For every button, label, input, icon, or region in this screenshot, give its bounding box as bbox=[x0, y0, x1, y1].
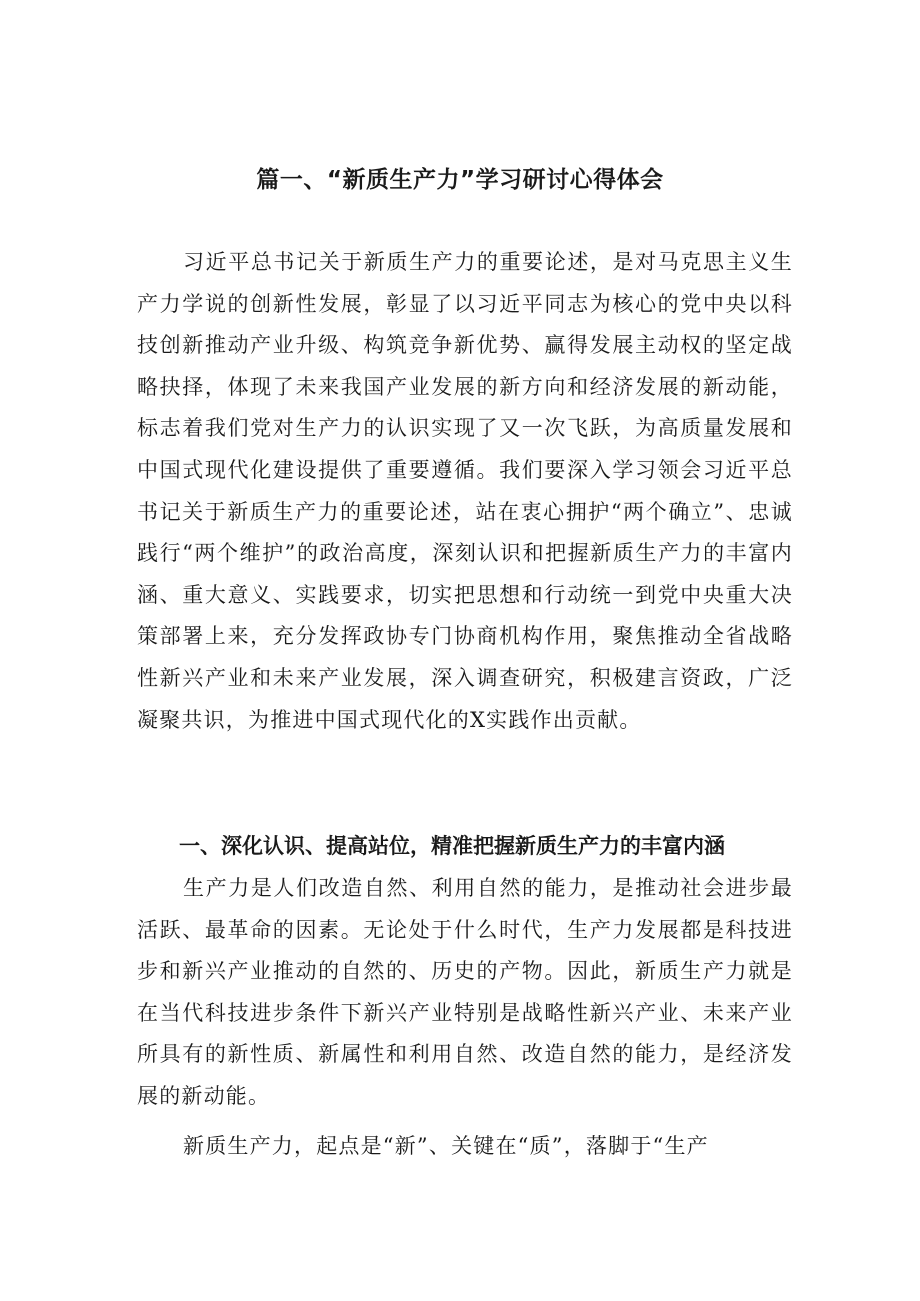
section-heading: 一、深化认识、提高站位，精准把握新质生产力的丰富内涵 bbox=[179, 834, 725, 858]
section-paragraph-1: 生产力是人们改造自然、利用自然的能力，是推动社会进步最活跃、最革命的因素。无论处于什么时代，生产力发展都是科技进步和新兴产业推动的自然的、历史的产物。因此，新质生产力就是在当代科技进步条件下新兴产业特别是战略性新兴产业、未来产业所具有的新性质、新属性和利用自然、改造自然的能力，是经济发展的新动能。 bbox=[137, 876, 793, 1108]
intro-paragraph: 习近平总书记关于新质生产力的重要论述，是对马克思主义生产力学说的创新性发展，彰显了以习近平同志为核心的党中央以科技创新推动产业升级、构筑竞争新优势、赢得发展主动权的坚定战略抉择，体现了未来我国产业发展的新方向和经济发展的新动能，标志着我们党对生产力的认识实现了又一次飞跃，为高质量发展和中国式现代化建设提供了重要遵循。我们要深入学习领会习近平总书记关于新质生产力的重要论述，站在衷心拥护“两个确立”、忠诚践行“两个维护”的政治高度，深刻认识和把握新质生产力的丰富内涵、重大意义、实践要求，切实把思想和行动统一到党中央重大决策部署上来，充分发挥政协专门协商机构作用，聚焦推动全省战略性新兴产业和未来产业发展，深入调查研究，积极建言资政，广泛凝聚共识，为推进中国式现代化的X实践作出贡献。 bbox=[137, 250, 793, 732]
section-paragraph-2: 新质生产力，起点是“新”、关键在“质”，落脚于“生产 bbox=[183, 1134, 709, 1158]
document-title: 篇一、“新质生产力”学习研讨心得体会 bbox=[256, 167, 664, 193]
